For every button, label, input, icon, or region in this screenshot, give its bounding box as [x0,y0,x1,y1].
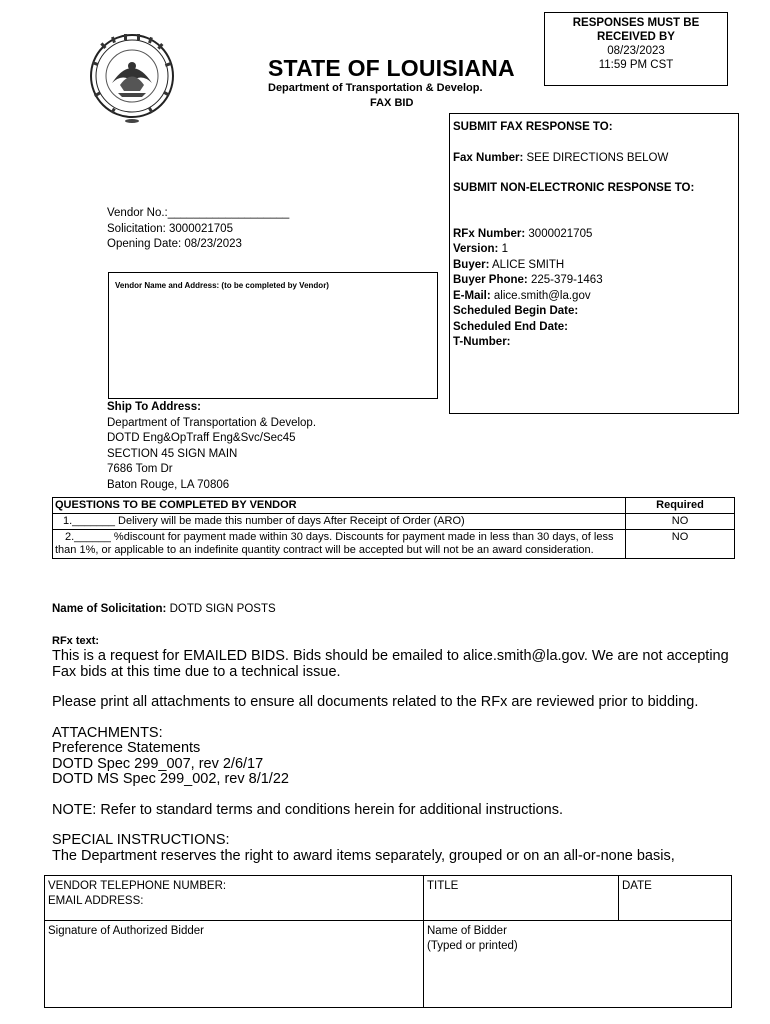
table-row [45,921,732,1008]
vendor-info [107,206,289,253]
email-label: EMAIL ADDRESS: [48,895,144,907]
opening-date: Opening Date: 08/23/2023 [107,238,242,250]
bidder-signature-table [44,875,732,1008]
ship-to-line: SECTION 45 SIGN MAIN [107,447,238,460]
question-required: NO [626,530,735,559]
vendor-questions-table [52,497,735,559]
date-label: DATE [622,880,652,892]
note-text: NOTE: Refer to standard terms and conditions herein for additional instructions. [52,801,563,818]
date-field[interactable] [619,876,732,921]
department-name: Department of Transportation & Develop. [268,82,483,94]
telephone-label: VENDOR TELEPHONE NUMBER: [48,880,227,892]
solicitation-number: Solicitation: 3000021705 [107,222,233,235]
buyer-row: Buyer: ALICE SMITH [453,258,565,271]
scheduled-begin-label: Scheduled Begin Date: [453,305,579,317]
buyer-phone-row: Buyer Phone: 225-379-1463 [453,274,603,286]
attachment-item: DOTD MS Spec 299_002, rev 8/1/22 [52,771,289,787]
title-label: TITLE [427,880,459,892]
fax-number-value: SEE DIRECTIONS BELOW [526,151,669,164]
submit-response-box [449,113,739,414]
signature-label: Signature of Authorized Bidder [48,925,204,937]
attachment-item: DOTD Spec 299_007, rev 2/6/17 [52,755,264,772]
required-header: Required [626,498,735,514]
state-seal [82,33,182,123]
vendor-name-address-field[interactable] [108,272,438,399]
rfx-text-label: RFx text: [52,635,100,647]
fax-heading: SUBMIT FAX RESPONSE TO: [453,121,613,133]
document-subtitle: FAX BID [370,97,414,109]
response-line2: RECEIVED BY [597,31,675,43]
email-row: E-Mail: alice.smith@la.gov [453,289,591,302]
scheduled-end-label: Scheduled End Date: [453,320,569,333]
bidder-name-label: Name of Bidder [427,925,507,937]
nonelectronic-heading: SUBMIT NON-ELECTRONIC RESPONSE TO: [453,182,695,194]
ship-to-line: DOTD Eng&OpTraff Eng&Svc/Sec45 [107,432,296,444]
table-row [53,514,735,530]
question-text: 1._______ Delivery will be made this number of days After Receipt of Order (ARO) [53,514,626,530]
ship-to-line: 7686 Tom Dr [107,463,173,475]
rfx-paragraph: Please print all attachments to ensure all documents related to the RFx are reviewed prior to bidding. [52,694,699,710]
ship-to-line: Baton Rouge, LA 70806 [107,478,230,491]
ship-to-line: Department of Transportation & Develop. [107,416,317,429]
rfx-paragraph: This is a request for EMAILED BIDS. Bids should be emailed to alice.smith@la.gov. We are not accepting Fax bids at this time due to a technical issue. [52,648,729,680]
t-number-label: T-Number: [453,336,511,348]
ship-to-label: Ship To Address: [107,401,201,413]
solicitation-name-value: DOTD SIGN POSTS [169,603,276,615]
vendor-box-label: Vendor Name and Address: (to be completed by Vendor) [115,281,329,290]
rfx-body [52,649,742,864]
vendor-number: Vendor No.:___________________ [107,207,290,219]
signature-field[interactable] [45,921,424,1008]
attachment-item: Preference Statements [52,740,201,756]
response-line1: RESPONSES MUST BE [572,17,700,29]
ship-to-address [107,400,316,493]
buyer-email-link[interactable]: alice.smith@la.gov [493,289,591,302]
table-header-row [53,498,735,514]
question-text: 2.______ %discount for payment made within 30 days. Discounts for payment made in less than 30 days, of less than 1%, or applicable to an indefinite quantity contract will be accepted but will not be an award consideration. [53,530,626,559]
table-row [53,530,735,559]
table-row [45,876,732,921]
attachments-heading: ATTACHMENTS: [52,724,163,741]
vendor-telephone-field[interactable] [45,876,424,921]
questions-header: QUESTIONS TO BE COMPLETED BY VENDOR [53,498,626,514]
question-required: NO [626,514,735,530]
response-deadline-box [544,12,728,86]
special-instructions-text: The Department reserves the right to award items separately, grouped or on an all-or-none basis, [52,847,675,864]
special-instructions-heading: SPECIAL INSTRUCTIONS: [52,832,230,848]
version-row: Version: 1 [453,243,508,255]
title-field[interactable] [424,876,619,921]
solicitation-name: Name of Solicitation: DOTD SIGN POSTS [52,603,276,615]
bidder-name-field[interactable] [424,921,732,1008]
response-time: 11:59 PM CST [598,59,674,71]
fax-number-row: Fax Number: SEE DIRECTIONS BELOW [453,151,669,164]
page-title: STATE OF LOUISIANA [268,55,515,81]
response-date: 08/23/2023 [607,45,665,57]
bidder-typed-label: (Typed or printed) [427,940,518,952]
rfx-number-row: RFx Number: 3000021705 [453,227,593,240]
